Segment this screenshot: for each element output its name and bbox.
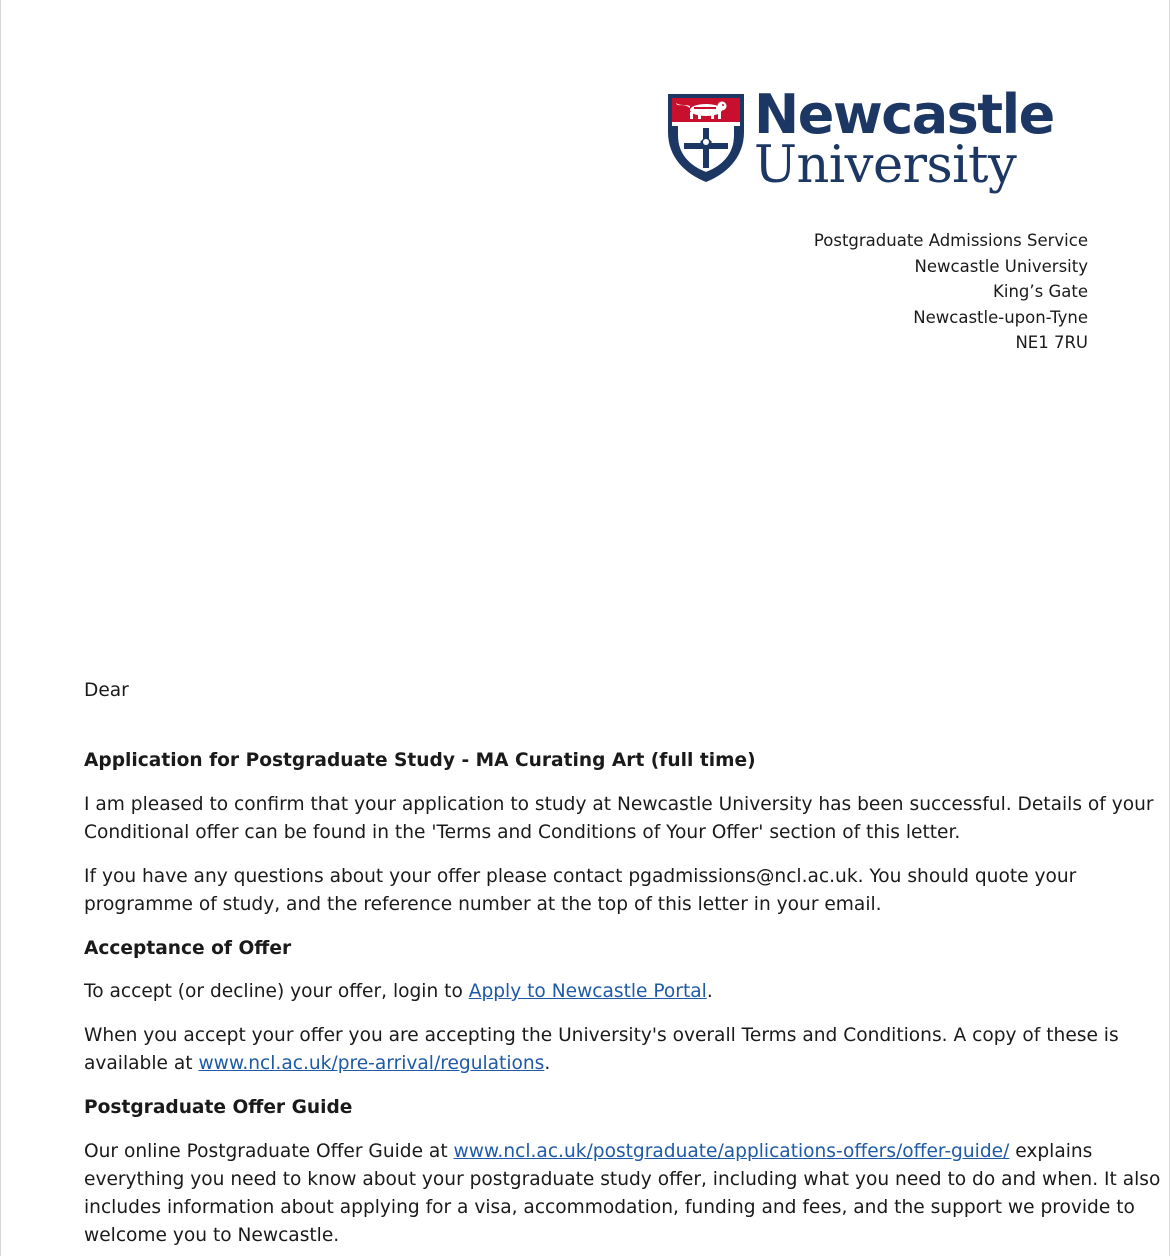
address-line: King’s Gate <box>993 282 1088 301</box>
address-line: Newcastle-upon-Tyne <box>913 307 1088 327</box>
logo-wordmark <box>754 83 1054 195</box>
salutation: Dear <box>84 680 129 701</box>
offer-guide-text-end: explains <box>1009 1141 1093 1162</box>
portal-link[interactable]: Apply to Newcastle Portal <box>468 981 707 1002</box>
offer-guide-paragraph <box>84 1138 1161 1250</box>
sender-address <box>814 228 1088 356</box>
university-crest-icon <box>666 92 746 184</box>
address-line: Postgraduate Admissions Service <box>813 231 1088 250</box>
offer-guide-text: Our online Postgraduate Offer Guide at <box>84 1141 454 1162</box>
paragraph-line: When you accept your offer you are accepting the University's overall Terms and Conditions. A copy of these is <box>84 1025 1119 1046</box>
paragraph-line: I am pleased to confirm that your application to study at Newcastle University has been successful. Details of your <box>84 794 1154 815</box>
university-logo <box>666 83 1054 198</box>
address-line: NE1 7RU <box>1015 333 1088 352</box>
acceptance-heading: Acceptance of Offer <box>84 938 292 959</box>
paragraph-line: If you have any questions about your offer please contact pgadmissions@ncl.ac.uk. You should quote your <box>84 866 1077 887</box>
offer-guide-link[interactable]: www.ncl.ac.uk/postgraduate/applications-offers/offer-guide/ <box>453 1141 1010 1162</box>
paragraph-line: includes information about applying for a visa, accommodation, funding and fees, and the support we provide to <box>84 1197 1135 1218</box>
logo-word-newcastle: Newcastle <box>754 83 1054 146</box>
offer-guide-heading: Postgraduate Offer Guide <box>84 1097 353 1118</box>
paragraph-line: welcome you to Newcastle. <box>84 1225 340 1246</box>
paragraph-line: Conditional offer can be found in the 'Terms and Conditions of Your Offer' section of this letter. <box>84 822 961 843</box>
paragraph-line: everything you need to know about your postgraduate study offer, including what you need to do and when. It also <box>84 1169 1161 1190</box>
paragraph-line <box>84 1050 1114 1078</box>
terms-text: available at <box>84 1053 199 1074</box>
acceptance-text-end: . <box>706 981 713 1002</box>
paragraph-line: programme of study, and the reference number at the top of this letter in your email. <box>84 894 882 915</box>
subject-heading: Application for Postgraduate Study - MA Curating Art (full time) <box>84 750 756 771</box>
questions-paragraph <box>84 863 1114 919</box>
acceptance-text: To accept (or decline) your offer, login to <box>84 981 469 1002</box>
logo-word-university: University <box>754 136 1017 195</box>
acceptance-paragraph <box>84 978 1114 1006</box>
page-edge-left <box>0 0 1 1256</box>
terms-text-end: . <box>544 1053 551 1074</box>
regulations-link[interactable]: www.ncl.ac.uk/pre-arrival/regulations <box>198 1053 545 1074</box>
address-line: Newcastle University <box>914 256 1088 276</box>
paragraph-line <box>84 1138 1114 1166</box>
confirmation-paragraph <box>84 791 1154 847</box>
terms-paragraph <box>84 1022 1119 1078</box>
